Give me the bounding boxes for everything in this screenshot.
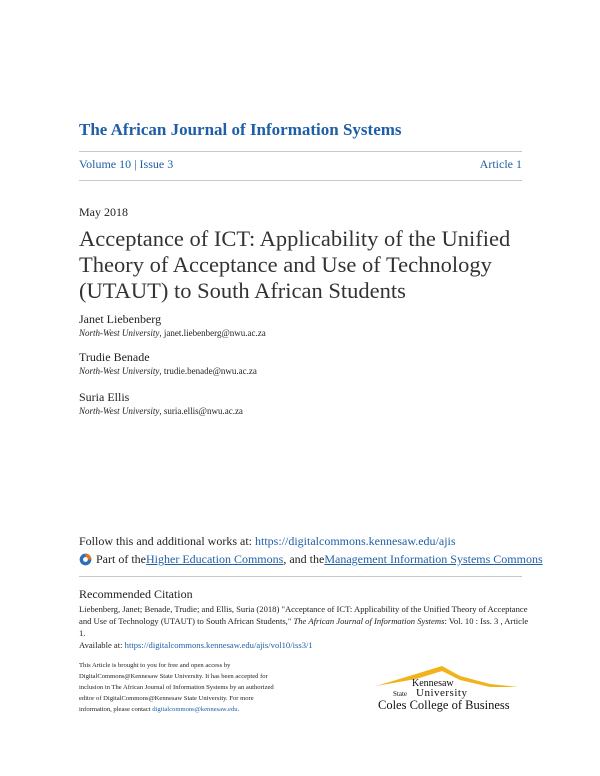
volume-link[interactable]: Volume 10 bbox=[79, 157, 132, 171]
mis-commons-link[interactable]: Management Information Systems Commons bbox=[324, 552, 543, 566]
publication-date: May 2018 bbox=[79, 205, 128, 219]
contact-email-link[interactable]: digitalcommons@kennesaw.edu bbox=[152, 706, 238, 713]
author-1 bbox=[79, 312, 266, 340]
author-3 bbox=[79, 390, 243, 418]
author-affiliation: North-West University, suria.ellis@nwu.ac.za bbox=[79, 406, 243, 416]
digital-commons-network-icon bbox=[79, 553, 92, 566]
citation-url-link[interactable]: https://digitalcommons.kennesaw.edu/ajis/vol10/iss3/1 bbox=[124, 640, 313, 650]
author-name: Suria Ellis bbox=[79, 390, 130, 404]
author-name: Trudie Benade bbox=[79, 350, 150, 364]
citation-journal: The African Journal of Information Systems bbox=[293, 616, 445, 626]
article-number-link[interactable]: Article 1 bbox=[479, 157, 522, 171]
article-title: Acceptance of ICT: Applicability of the Unified Theory of Acceptance and Use of Technology (UTAUT) to South African Students bbox=[79, 226, 511, 303]
college-name: Coles College of Business bbox=[378, 698, 510, 712]
top-divider bbox=[79, 151, 522, 152]
citation-volume: : Vol. 10 : Iss. 3 , Article 1. bbox=[79, 616, 529, 638]
bottom-divider bbox=[79, 180, 522, 181]
follow-url-link[interactable]: https://digitalcommons.kennesaw.edu/ajis bbox=[255, 534, 456, 548]
part-of-prefix: Part of the bbox=[96, 552, 146, 566]
follow-label: Follow this and additional works at: bbox=[79, 534, 255, 548]
notice-text: This Article is brought to you for free and open access by DigitalCommons@Kennesaw State University. It has been accepted for inclusion in The African Journal of Information Systems by an authorized editor of DigitalCommons@Kennesaw State University. For more information, please contact bbox=[79, 662, 274, 713]
follow-line bbox=[79, 534, 456, 549]
journal-title[interactable]: The African Journal of Information Systems bbox=[79, 120, 402, 139]
volume-issue bbox=[79, 157, 173, 172]
citation-text: Liebenberg, Janet; Benade, Trudie; and Ellis, Suria (2018) "Acceptance of ICT: Applicability of the Unified Theory of Acceptance and Use of Technology (UTAUT) to South African Students," bbox=[79, 604, 528, 626]
volume-issue-separator: | bbox=[134, 157, 140, 171]
available-at-label: Available at: bbox=[79, 640, 125, 650]
author-affiliation: North-West University, janet.liebenberg@nwu.ac.za bbox=[79, 328, 266, 338]
issue-link[interactable]: Issue 3 bbox=[139, 157, 174, 171]
part-of-line bbox=[79, 552, 543, 567]
recommended-citation-heading: Recommended Citation bbox=[79, 587, 193, 601]
open-access-notice: This Article is brought to you for free and open access by DigitalCommons@Kennesaw State University. It has been accepted for inclusion in The African Journal of Information Systems by an authorized editor of DigitalCommons@Kennesaw State University. For more information, please contact digitalcommons@kennesaw.edu. bbox=[79, 662, 274, 713]
recommended-citation-text bbox=[79, 603, 529, 651]
author-affiliation: North-West University, trudie.benade@nwu.ac.za bbox=[79, 366, 257, 376]
logo-word-university: University bbox=[416, 687, 468, 699]
issue-line bbox=[79, 157, 522, 172]
author-2 bbox=[79, 350, 257, 378]
logo-word-state: State bbox=[393, 690, 407, 698]
logo-word-kennesaw: Kennesaw bbox=[412, 678, 454, 689]
citation-divider bbox=[79, 576, 522, 577]
part-of-middle: , and the bbox=[283, 552, 325, 566]
author-name: Janet Liebenberg bbox=[79, 312, 162, 326]
higher-education-commons-link[interactable]: Higher Education Commons bbox=[146, 552, 284, 566]
